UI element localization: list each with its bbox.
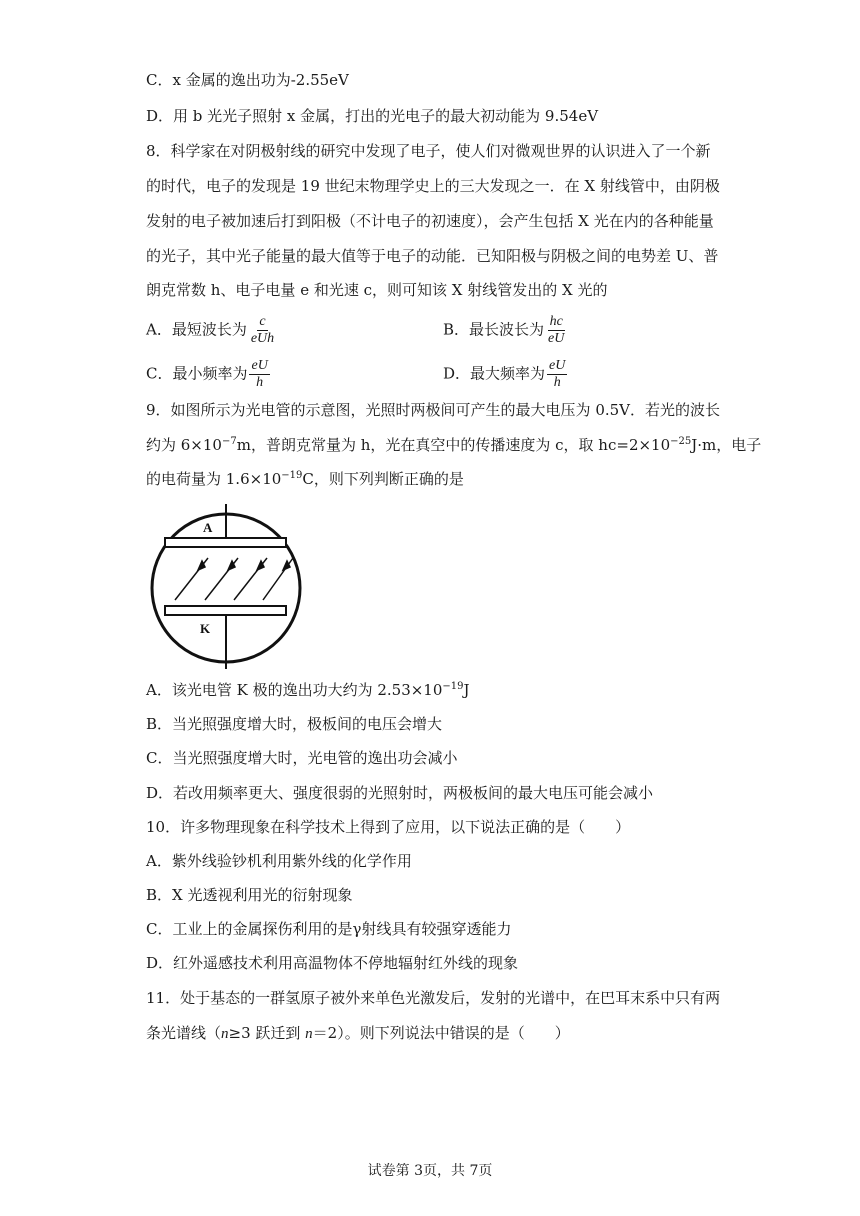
q11-text: ＝2）。则下列说法中错误的是（ ） [312, 1024, 570, 1042]
q8-option-d-prefix: D．最大频率为 [443, 364, 546, 383]
exponent: −19 [281, 470, 303, 481]
q8-option-c [146, 358, 270, 391]
exponent: −25 [670, 436, 692, 447]
phototube-diagram [146, 504, 306, 669]
q8-stem-line2: 的时代，电子的发现是 19 世纪末物理学史上的三大发现之一．在 X 射线管中，由阴极 [146, 177, 720, 195]
variable-n: n [305, 1026, 313, 1042]
q7-option-d: D．用 b 光光子照射 x 金属，打出的光电子的最大初动能为 9.54eV [146, 107, 599, 125]
q8-option-d [443, 358, 567, 391]
q8-option-b [443, 314, 566, 347]
q9-option-a-text: A．该光电管 K 极的逸出功大约为 2.53×10 [146, 681, 443, 699]
q10-stem: 10．许多物理现象在科学技术上得到了应用，以下说法正确的是（ ） [146, 818, 631, 836]
q8-option-a [146, 314, 276, 347]
q9-text: 的电荷量为 1.6×10 [146, 470, 282, 488]
exponent: −19 [442, 681, 464, 692]
q8-stem-line3: 发射的电子被加速后打到阳极（不计电子的初速度），会产生包括 X 光在内的各种能量 [146, 212, 714, 230]
q9-stem-line2 [146, 435, 761, 455]
fraction-denominator: eUh [250, 331, 275, 346]
q11-stem-line2 [146, 1023, 570, 1044]
fraction-denominator: h [256, 375, 264, 390]
q10-option-c: C．工业上的金属探伤利用的是γ射线具有较强穿透能力 [146, 920, 512, 938]
incident-light-rays [175, 558, 293, 600]
q8-option-a-prefix: A．最短波长为 [146, 320, 247, 339]
q11-stem-line1: 11．处于基态的一群氢原子被外来单色光激发后，发射的光谱中，在巴耳末系中只有两 [146, 989, 721, 1007]
cathode-plate [165, 606, 286, 615]
q11-text: 条光谱线（ [146, 1024, 222, 1042]
fraction-denominator: eU [548, 331, 565, 346]
q8-option-c-fraction [249, 358, 269, 391]
q9-option-d: D．若改用频率更大、强度很弱的光照射时，两极板间的最大电压可能会减小 [146, 784, 654, 802]
q9-text: C，则下列判断正确的是 [302, 470, 464, 488]
q8-stem-line1: 8．科学家在对阴极射线的研究中发现了电子，使人们对微观世界的认识进入了一个新 [146, 142, 711, 160]
q9-stem-line3 [146, 469, 464, 489]
q11-text: ≥3 跃迁到 [228, 1024, 306, 1042]
q9-option-c: C．当光照强度增大时，光电管的逸出功会减小 [146, 749, 458, 767]
fraction-numerator: hc [549, 314, 563, 329]
q9-text: m，普朗克常量为 h，光在真空中的传播速度为 c，取 hc=2×10 [236, 436, 671, 454]
q8-stem-line5: 朗克常数 h、电子电量 e 和光速 c，则可知该 X 射线管发出的 X 光的 [146, 281, 608, 299]
fraction-numerator: c [259, 314, 266, 329]
anode-plate [165, 538, 286, 547]
fraction-numerator: eU [549, 358, 566, 373]
q8-option-b-fraction [546, 314, 566, 347]
cathode-label: K [200, 621, 211, 636]
q8-option-c-prefix: C．最小频率为 [146, 364, 248, 383]
page-footer: 试卷第 3页，共 7页 [367, 1163, 493, 1179]
q9-option-a-unit: J [463, 681, 470, 699]
q9-text: J·m，电子 [691, 436, 762, 454]
q8-option-d-fraction [547, 358, 567, 391]
q9-stem-line1: 9．如图所示为光电管的示意图，光照时两极间可产生的最大电压为 0.5V．若光的波长 [146, 401, 721, 419]
q9-option-a [146, 680, 470, 700]
exponent: −7 [221, 436, 237, 447]
fraction-numerator: eU [251, 358, 268, 373]
anode-label: A [203, 520, 213, 535]
q9-option-b: B．当光照强度增大时，极板间的电压会增大 [146, 715, 443, 733]
q7-option-c: C．x 金属的逸出功为-2.55eV [146, 71, 349, 89]
fraction-denominator: h [553, 375, 561, 390]
q10-option-a: A．紫外线验钞机利用紫外线的化学作用 [146, 852, 412, 870]
q10-option-b: B．X 光透视利用光的衍射现象 [146, 886, 353, 904]
variable-n: n [221, 1026, 229, 1042]
arrow-head-icon [283, 561, 290, 570]
q9-text: 约为 6×10 [146, 436, 222, 454]
q10-option-d: D．红外遥感技术利用高温物体不停地辐射红外线的现象 [146, 954, 519, 972]
q8-stem-line4: 的光子，其中光子能量的最大值等于电子的动能．已知阳极与阴极之间的电势差 U、普 [146, 247, 719, 265]
q8-option-a-fraction [249, 314, 276, 347]
q8-option-b-prefix: B．最长波长为 [443, 320, 545, 339]
